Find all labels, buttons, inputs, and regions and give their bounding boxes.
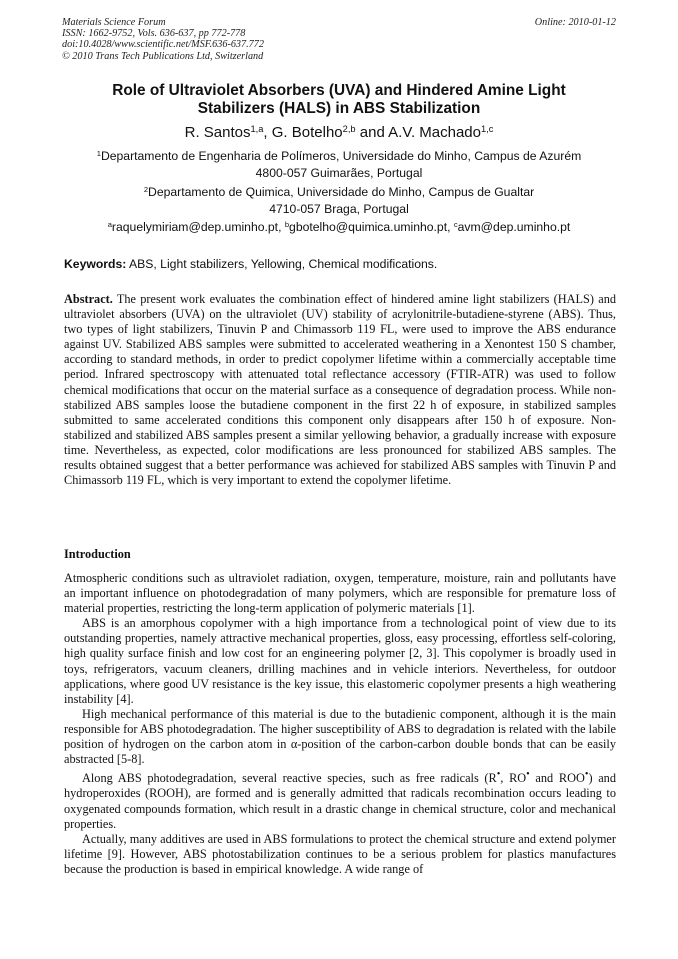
journal-name: Materials Science Forum: [62, 17, 166, 28]
journal-issn: ISSN: 1662-9752, Vols. 636-637, pp 772-778: [62, 28, 246, 40]
abstract-text: The present work evaluates the combination effect of hindered amine light stabilizers (HALS) and ultraviolet absorbers (UVA) on the ultraviolet (UV) stability of acrylonitrile-butadiene-styrene (ABS). Thus, two types of light stabilizers, Tinuvin P and Chimassorb 119 FL, were used to improve the ABS endurance against UV. Stabilized ABS samples were submitted to accelerated weathering in a Xenontest 150 S chamber, according to standard methods, in order to predict copolymer lifetime within a commercially acceptable time period. Infrared spectroscopy with attenuated total reflectance accessory (FTIR-ATR) was used to follow chemical modifications that occur on the material surface as a consequence of degradation process. While non-stabilized ABS samples loose the butadiene component in the first 22 h of exposure, in stabilized samples submitted to same accelerated conditions this component only disappears after 150 h of exposure. Non-stabilized and stabilized ABS samples present a similar yellowing behavior, a gradually increase with exposure time. Nevertheless, as expected, color modifications are less pronounced for stabilized ABS samples. The results obtained suggest that a better performance was achieved for stabilized ABS samples with Tinuvin P and Chimassorb 119 FL, which is very important to extend the copolymer lifetime.: [64, 292, 616, 488]
affiliation-1-line-2: 4800-057 Guimarães, Portugal: [255, 165, 423, 180]
journal-doi: doi:10.4028/www.scientific.net/MSF.636-637.772: [62, 39, 264, 51]
author-machado-affil: 1,c: [480, 123, 494, 134]
paper-title-line-1: Role of Ultraviolet Absorbers (UVA) and Hindered Amine Light: [112, 82, 566, 99]
radical-dot: •: [526, 769, 530, 781]
journal-copyright: © 2010 Trans Tech Publications Ltd, Switzerland: [62, 50, 264, 62]
abstract: [64, 292, 616, 488]
intro-paragraph-3: High mechanical performance of this material is due to the butadienic component, although it is the main responsible for ABS photodegradation. The higher susceptibility of ABS to degradation is related with the labile position of hydrogen on the carbon atom in α-position of the carbon-carbon double bonds that can be easily abstracted [5-8].: [64, 706, 616, 767]
keywords-label: Keywords:: [64, 257, 127, 271]
author-botelho-affil: 2,b: [342, 123, 356, 134]
email-b: gbotelho@quimica.uminho.pt,: [289, 220, 454, 234]
affiliation-2-line-1: Departamento de Quimica, Universidade do Minho, Campus de Gualtar: [148, 185, 535, 199]
author-santos-affil: 1,a: [250, 123, 264, 134]
intro-paragraph-5: Actually, many additives are used in ABS formulations to protect the chemical structure and extend polymer lifetime [9]. However, ABS photostabilization continues to be a serious problem for plastics manufactures because the production is based in empirical knowledge. A wide range of: [64, 831, 616, 876]
radical-dot: •: [584, 769, 589, 781]
affiliation-1-line-1: Departamento de Engenharia de Polímeros, Universidade do Minho, Campus de Azurém: [100, 149, 582, 163]
email-c-marker: c: [453, 219, 458, 229]
intro-paragraph-4: [64, 767, 616, 831]
affiliation-1-marker: 1: [96, 148, 101, 158]
intro-p4-part-d: ) and hydroperoxides (ROOH), are formed and is generally admitted that radicals recombination occurs leading to oxygenated compounds formation, which result in a drastic change in chemical structure, color and mechanical properties.: [64, 771, 616, 831]
intro-paragraph-2: ABS is an amorphous copolymer with a high importance from a technological point of view due to its outstanding properties, namely attractive mechanical properties, gloss, easy processing, effortless self-coloring, high quality surface finish and low cost for an engineering polymer [2, 3]. This copolymer is broadly used in toys, refrigerators, vacuum cleaners, drilling machines and in vehicle interiors. Nevertheless, for outdoor applications, where good UV resistance is the key issue, this elastomeric copolymer presents a high weathering instability [4].: [64, 616, 616, 706]
affiliation-2-marker: 2: [143, 184, 149, 194]
introduction-body: [64, 571, 616, 877]
email-c: avm@dep.uminho.pt: [457, 220, 571, 234]
author-list: [62, 124, 616, 142]
radical-dot: •: [496, 769, 501, 781]
keywords-text: ABS, Light stabilizers, Yellowing, Chemical modifications.: [126, 257, 438, 271]
online-date: Online: 2010-01-12: [534, 17, 616, 28]
author-separator: and: [355, 124, 389, 141]
intro-p4-part-c: and ROO: [529, 771, 585, 786]
email-b-marker: b: [284, 219, 290, 229]
affiliation-1: [62, 148, 616, 181]
intro-paragraph-1: Atmospheric conditions such as ultraviolet radiation, oxygen, temperature, moisture, rain and pollutants have an important influence on photodegradation of many polymers, which are responsible for premature loss of material properties, restricting the long-term application of polymeric materials [1].: [64, 571, 616, 616]
author-santos: R. Santos: [184, 124, 251, 141]
paper-title: [62, 82, 616, 118]
author-botelho: G. Botelho: [271, 124, 343, 141]
email-a: raquelymiriam@dep.uminho.pt,: [111, 220, 285, 234]
abstract-label: Abstract.: [64, 292, 113, 306]
author-separator: ,: [263, 124, 272, 141]
paper-title-line-2: Stabilizers (HALS) in ABS Stabilization: [197, 100, 481, 117]
section-heading-introduction: Introduction: [64, 547, 131, 561]
intro-p4-part-a: Along ABS photodegradation, several reactive species, such as free radicals (R: [82, 771, 497, 786]
journal-header: [62, 17, 616, 62]
author-emails: [62, 219, 616, 235]
keywords: [64, 256, 616, 272]
email-a-marker: a: [107, 219, 112, 229]
author-machado: A.V. Machado: [388, 124, 481, 141]
intro-p4-part-b: , RO: [500, 771, 527, 786]
affiliation-2: [62, 184, 616, 217]
affiliation-2-line-2: 4710-057 Braga, Portugal: [269, 201, 409, 216]
